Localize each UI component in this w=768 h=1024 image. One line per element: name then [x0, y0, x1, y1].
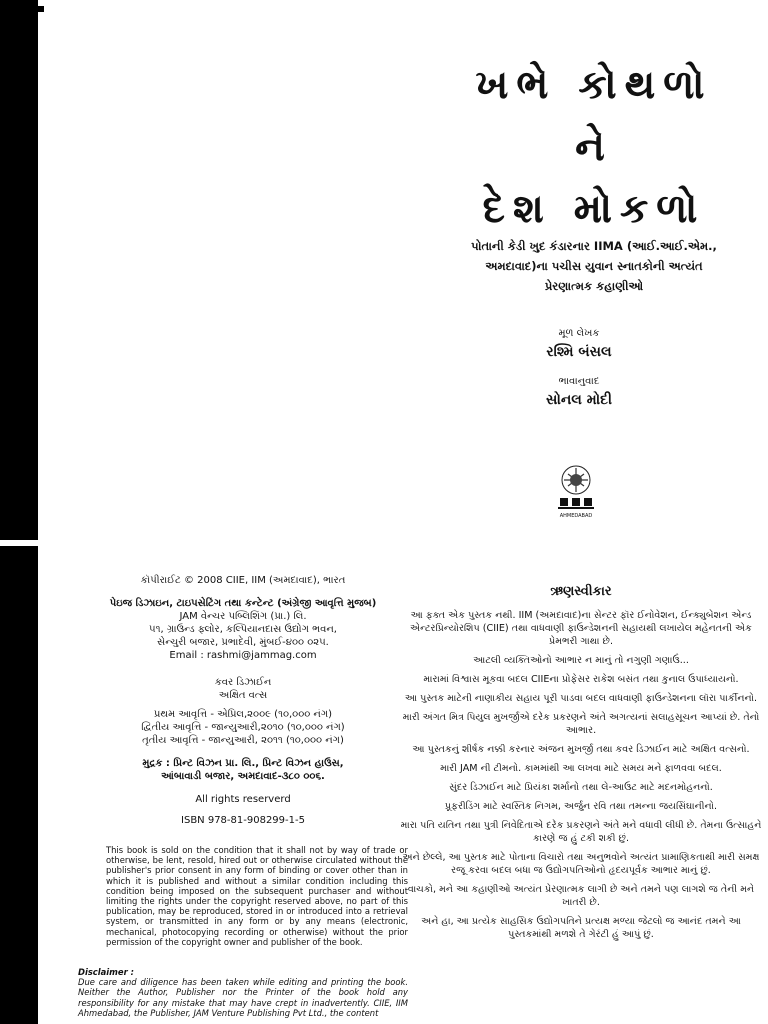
ack-paragraph: આ પુસ્તક માટેની નાણાકીય સહાય પૂરી પાડવા બદલ વાધવાણી ફાઉન્ડેશનના લૉરા પાર્કીનનો.: [404, 693, 758, 704]
rights-line: All rights reserverd: [195, 794, 291, 805]
publisher-line4: સેન્ચુરી બજાર, પ્રભાદેવી, મુંબઈ-૪૦૦ ૦૨૫.: [157, 637, 329, 648]
imprint-column: [78, 574, 408, 1018]
cover-label: કવર ડિઝાઈન: [214, 677, 272, 688]
subtitle-line1: પોતાની કેડી ખુદ કંડારનાર IIMA (આઈ.આઈ.એમ.,: [471, 239, 717, 253]
acknowledgement-title: ઋણસ્વીકાર: [550, 584, 612, 599]
ack-paragraph: મારી JAM ની ટીમનો. કામમાંથી આ લખવા માટે સમય મને ફાળવવા બદલ.: [440, 763, 722, 774]
ack-paragraph: આટલી વ્યક્તિઓનો આભાર ન માનું તો નગુણી ગણાઉં...: [473, 655, 689, 666]
ack-paragraph: મારી અંગત મિત્ર પિયુલ મુખર્જીએ દરેક પ્રકરણને અંતે અગત્યનાં સલાહસૂચન આપ્યાં છે. તેનો આભાર.: [402, 712, 760, 736]
title-page: [44, 0, 768, 540]
legal-notice: This book is sold on the condition that it shall not by way of trade or otherwise, be lent, resold, hired out or otherwise circulated without the publisher's prior consent in any form of binding or cover other than in which it is published and without a similar condition including this condition being imposed on the subsequent purchaser and without limiting the rights under the copyright reserved above, no part of this publication, may be reproduced, stored in or introduced into a retrieval system, or transmitted in any form or by any means (electronic, mechanical, photocopying recording or otherwise) without the prior permission of the copyright owner and publisher of the book.: [106, 845, 408, 947]
iim-logo-icon: [546, 462, 606, 522]
ack-paragraph: આ પુસ્તકનું શીર્ષક નક્કી કરનાર અંજન મુખર્જી તથા કવર ડિઝાઈન માટે અક્ષિત વત્સનો.: [412, 744, 750, 755]
scan-edge-bottom: [0, 546, 38, 1024]
ack-paragraph: પ્રૂફરીડિંગ માટે સ્વસ્તિક નિગમ, અર્જુન રવિ તથા તમન્ના જયસિંઘાનીનો.: [444, 801, 718, 812]
publisher-line1: પેઇજ ડિઝાઇન, ટાઇપસેટિંગ તથા કન્ટેન્ટ (અંગ્રેજી આવૃત્તિ મુજબ): [109, 598, 377, 609]
disclaimer-title: Disclaimer :: [78, 967, 134, 978]
printer-line2: આંબાવાડી બજાર, અમદાવાદ-૩૮૦ ૦૦૬.: [161, 771, 325, 782]
publisher-email: Email : rashmi@jammag.com: [169, 650, 317, 661]
printer-line1: મુદ્રક : પ્રિન્ટ વિઝન પ્રા. લિ., પ્રિન્ટ વિઝન હાઉસ,: [142, 758, 344, 769]
ack-paragraph: અને હા, આ પ્રત્યેક સાહસિક ઉદ્યોગપતિને પ્રત્યક્ષ મળ્યા જેટલો જ આનંદ તમને આ પુસ્તકમાંથી મળશે તે ગેરંટી હું આપું છું.: [421, 916, 741, 940]
acknowledgement-column: [400, 584, 762, 947]
author-label: મૂળ લેખક: [558, 328, 600, 339]
cover-name: અક્ષિત વત્સ: [218, 690, 268, 701]
scan-edge-top: [0, 0, 38, 540]
translator-name: સોનલ મોદી: [546, 392, 612, 408]
ack-paragraph: મારામાં વિશ્વાસ મૂકવા બદલ CIIEના પ્રોફેસર રાકેશ બસંત તથા કુનાલ ઉપાધ્યાયનો.: [423, 674, 739, 685]
publisher-line3: ૫૧, ગ્રાઉન્ડ ફ્લોર, કલ્પિયાનદાસ ઉદ્યોગ ભવન,: [149, 624, 337, 635]
imprint-page: [44, 546, 768, 1024]
isbn-line: ISBN 978-81-908299-1-5: [181, 815, 305, 826]
disclaimer-text: Due care and diligence has been taken while editing and printing the book. Neither the Author, Publisher nor the Printer of the book hold any responsibility for any mistake that may have crept in inadvertently. CIIE, IIM Ahmedabad, the Publisher, JAM Venture Publishing Pvt Ltd., the content: [78, 977, 408, 1018]
translator-label: ભાવાનુવાદ: [558, 376, 600, 387]
author-name: રશ્મિ બંસલ: [546, 344, 612, 360]
publisher-line2: JAM વેન્ચર પબ્લિશિંગ (પ્રા.) લિ.: [179, 611, 307, 622]
edition-line3: તૃતીય આવૃત્તિ - જાન્યુઆરી, ૨૦૧૧ (૧૦,૦૦૦ નંગ): [142, 735, 344, 746]
copyright-line: કૉપીરાઈટ © 2008 CIIE, IIM (અમદાવાદ), ભારત: [140, 575, 346, 586]
edition-line1: પ્રથમ આવૃત્તિ - એપ્રિલ,૨૦૦૯ (૧૦,૦૦૦ નંગ): [153, 709, 333, 720]
ack-paragraph: મારા પતિ યતિન તથા પુત્રી નિવેદિતાએ દરેક પ્રકરણને અંતે મને વધાવી લીધી છે. તેમના ઉત્સાહને કારણે જ હું ટકી શકી છું.: [400, 820, 762, 844]
book-title-line3: દેશ મોકળો: [482, 186, 706, 232]
subtitle-line3: પ્રેરણાત્મક કહાણીઓ: [544, 279, 644, 293]
subtitle-line2: અમદાવાદ)ના પચીસ યુવાન સ્નાતકોની અત્યંત: [485, 259, 703, 273]
edition-line2: દ્વિતીય આવૃત્તિ - જાન્યુઆરી,૨૦૧૦ (૧૦,૦૦૦ નંગ): [141, 722, 345, 733]
ack-paragraph: અને છેલ્લે, આ પુસ્તક માટે પોતાના વિચારો તથા અનુભવોને અત્યંત પ્રામાણિકતાથી મારી સમક્ષ રજૂ કરવા બદલ બધા જ ઉદ્યોગપતિઓનો હૃદયપૂર્વક આભાર માનું છું.: [402, 852, 760, 876]
ack-paragraph: સુંદર ડિઝાઈન માટે પ્રિયંકા શર્માનો તથા લે-આઉટ માટે મદનમોહનનો.: [449, 782, 713, 793]
logo-caption: AHMEDABAD: [559, 513, 593, 519]
ack-paragraph: વાચકો, મને આ કહાણીઓ અત્યંત પ્રેરણાત્મક લાગી છે અને તમને પણ લાગશે જ તેની મને ખાતરી છે.: [407, 884, 755, 908]
ack-paragraph: આ ફક્ત એક પુસ્તક નથી. IIM (અમદાવાદ)ના સેન્ટર ફૉર ઈનોવેશન, ઈન્ક્યુબેશન એન્ડ એન્ટરપ્રિન્યોરશિપ (CIIE) તથા વાધવાણી ફાઉન્ડેશનની સહાયથી લખાયેલ મહેનતની એક પ્રેમભરી ગાથા છે.: [410, 610, 752, 647]
book-title-line2: ને: [575, 124, 613, 170]
book-title-line1: ખભે કોથળો: [475, 62, 713, 108]
